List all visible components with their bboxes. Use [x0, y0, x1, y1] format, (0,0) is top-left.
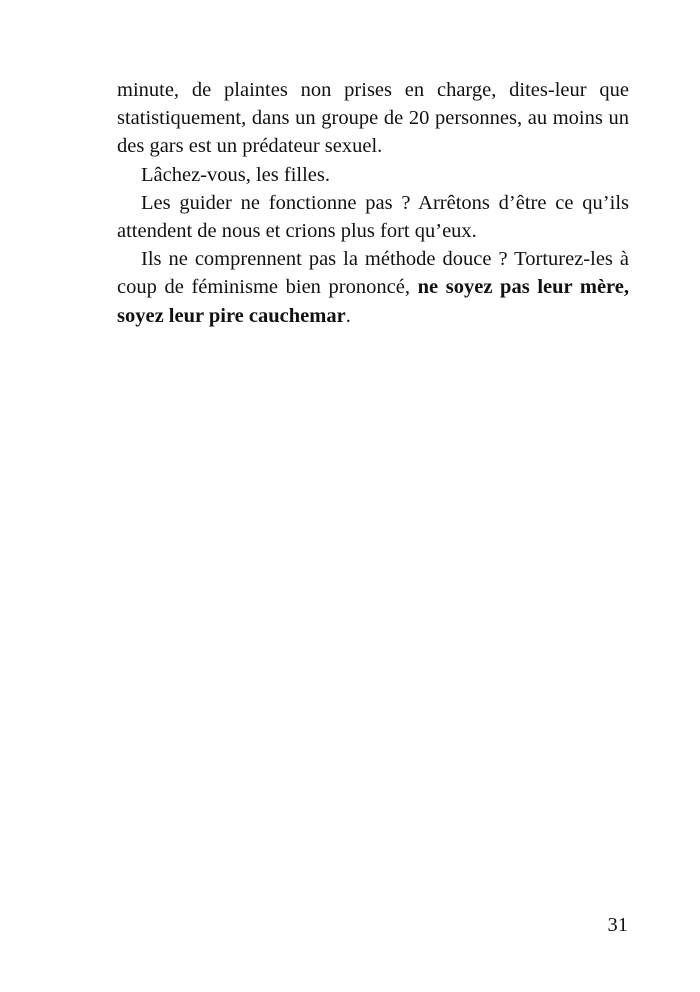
paragraph-lachez-vous: Lâchez-vous, les filles.: [141, 163, 330, 186]
page-number: 31: [607, 914, 628, 936]
paragraph-continuation: minute, de plaintes non prises en charge, dites-leur que statistiquement, dans un groupe de 20 personnes, au moins un des gars est un prédateur sexuel.: [117, 79, 629, 158]
emphasized-text: ne soyez pas leur mère, soyez leur pire cauchemar: [117, 276, 630, 327]
paragraph-text-before-bold: Ils ne comprennent pas la méthode douce ? Torturez-les à coup de féminisme bien prononcé,: [117, 248, 629, 299]
body-text: [117, 76, 629, 330]
paragraph-methode-douce: [117, 245, 629, 330]
paragraph-les-guider: Les guider ne fonctionne pas ? Arrêtons d’être ce qu’ils attendent de nous et crions plus fort qu’eux.: [117, 191, 629, 243]
paragraph-text-after-bold: .: [345, 304, 351, 327]
